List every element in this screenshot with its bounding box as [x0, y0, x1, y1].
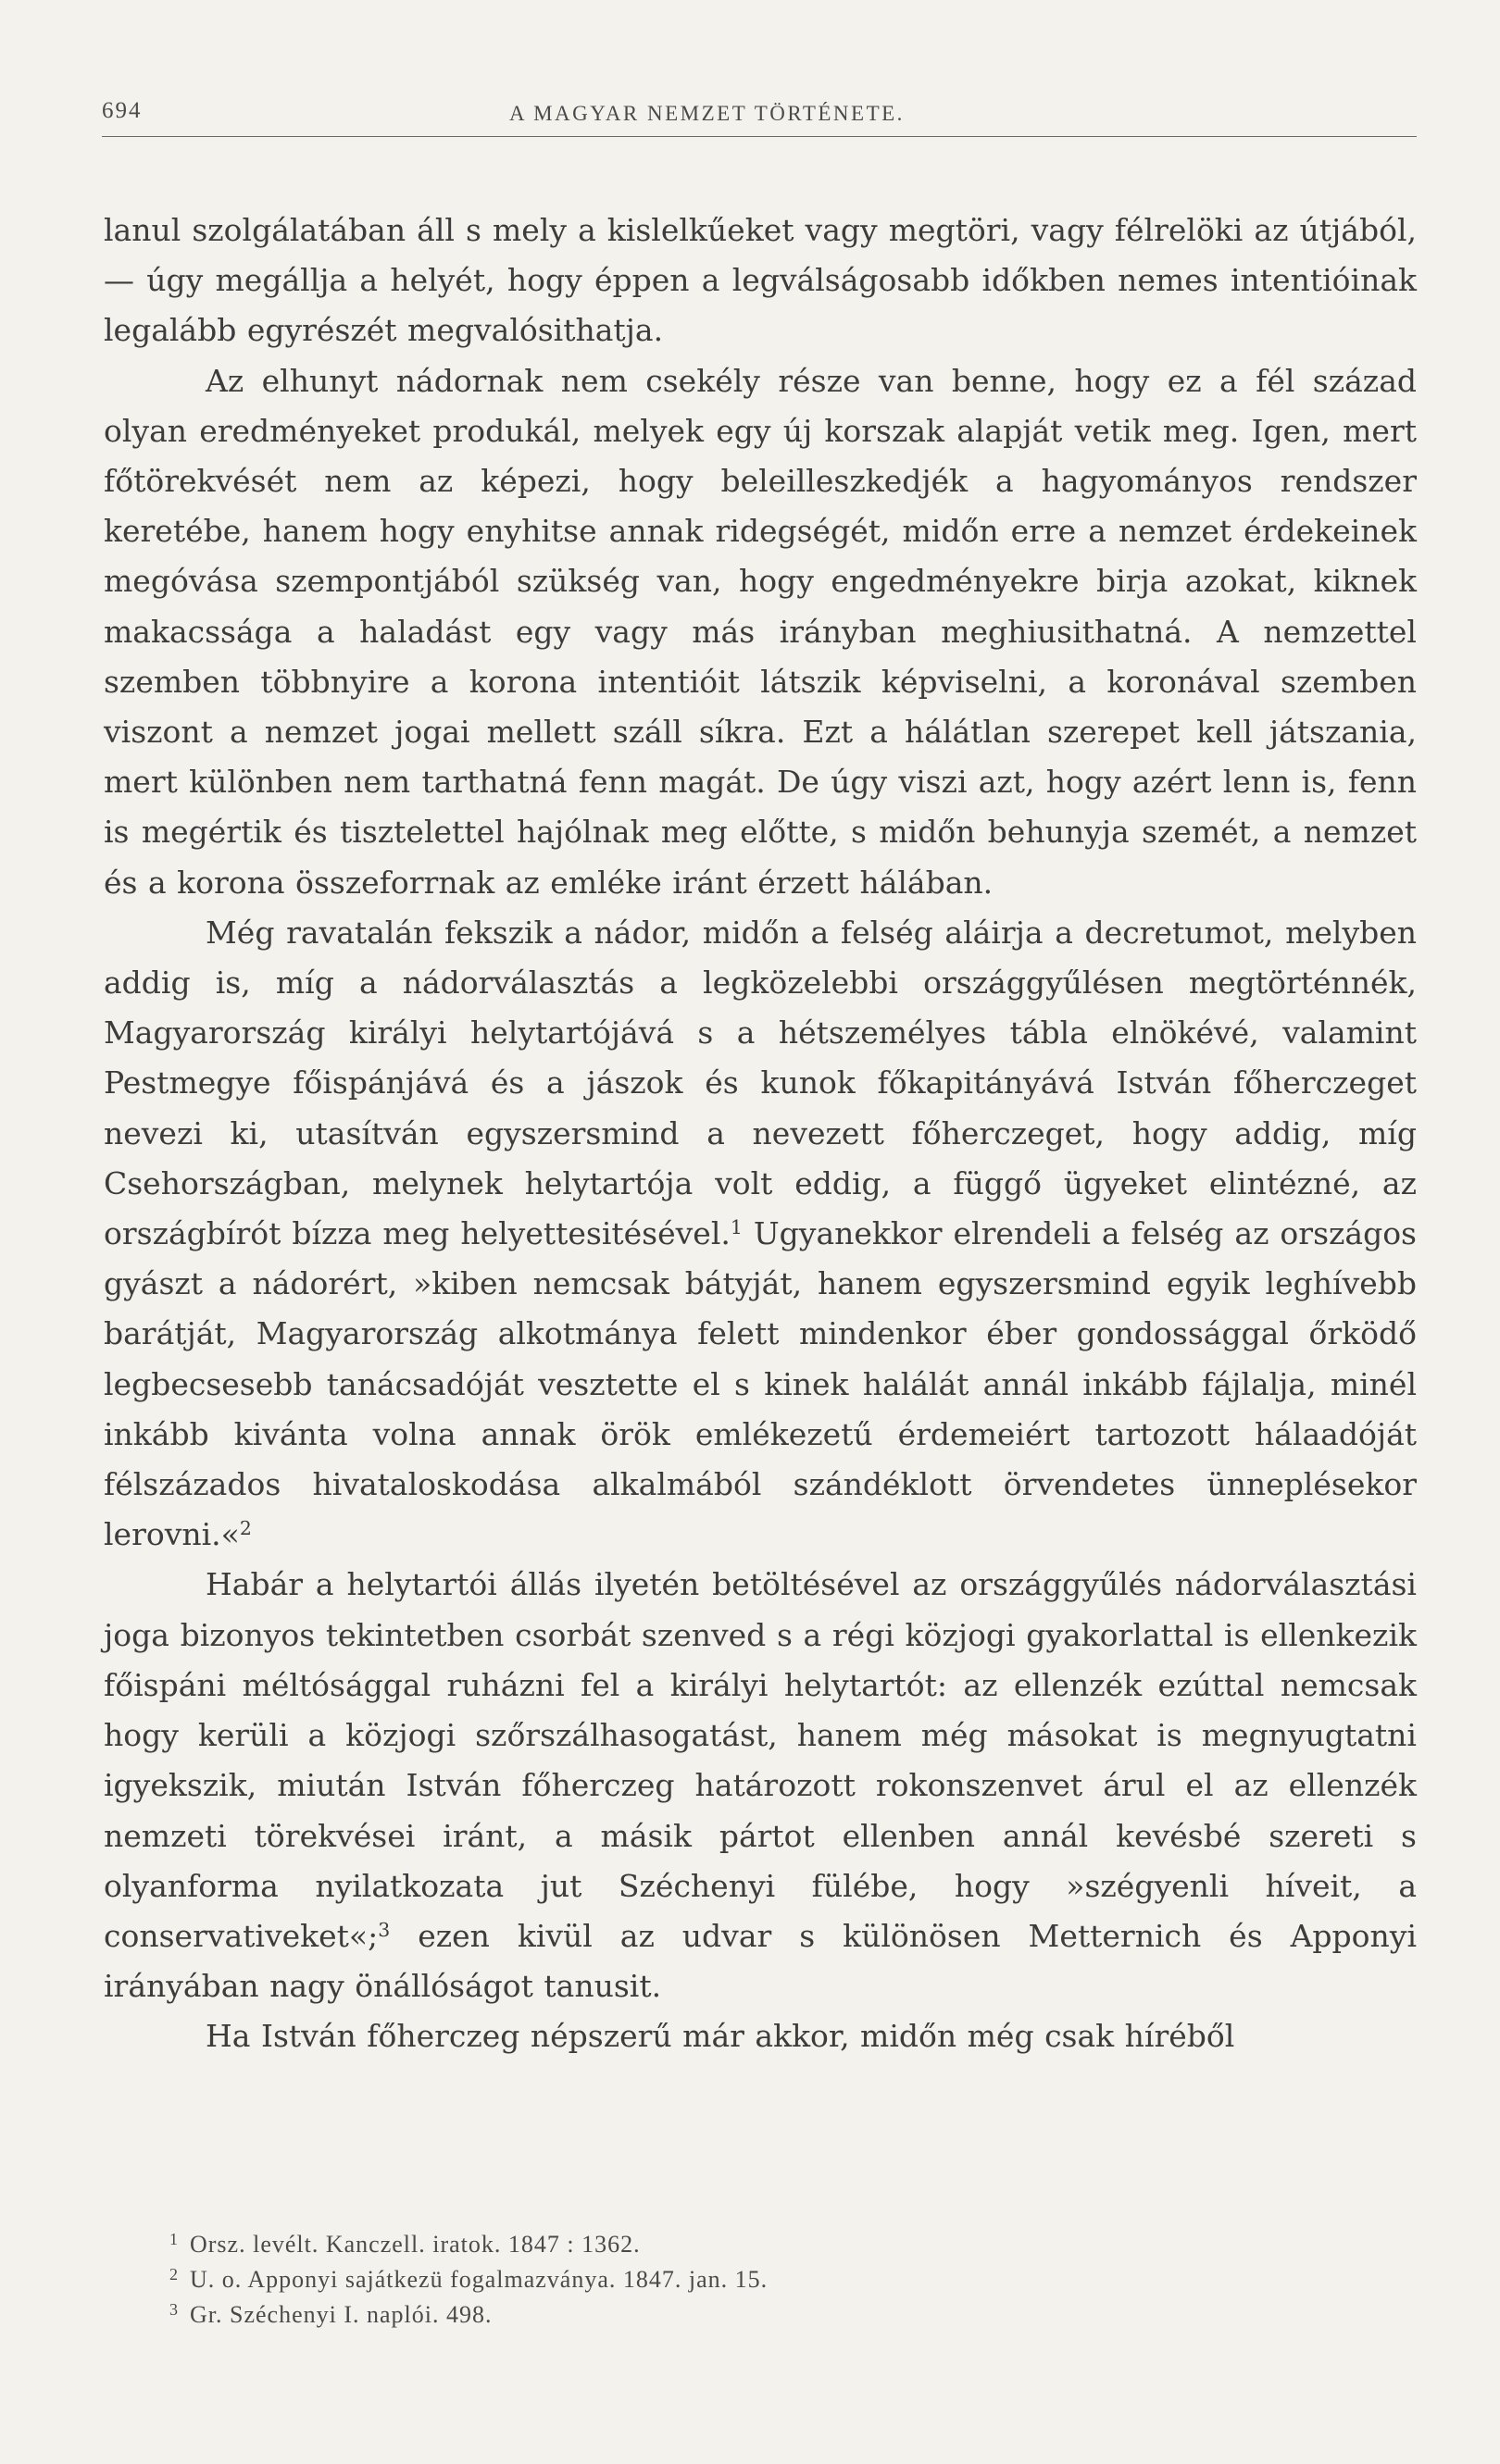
paragraph-1: lanul szolgálatában áll s mely a kislelkűeket vagy megtöri, vagy félrelöki az útjából, — úgy megállja a helyét, hogy éppen a legválságosabb időkben nemes intentióinak legalább egyrészét megvalósithatja. [104, 212, 1417, 349]
footnote-mark: 3 [169, 2300, 179, 2319]
footnote-ref-1: 1 [730, 1215, 743, 1238]
paragraph-3-text: Még ravatalán fekszik a nádor, midőn a felség aláirja a decretumot, melyben addig is, míg a nádorválasztás a legközelebbi országgyűlésen megtörténnék, Magyarország királyi helytartójává s a hétszemélyes tábla elnökévé, valamint Pestmegye főispánjává és a jászok és kunok főkapitányává István főherczeget nevezi ki, utasítván egyszersmind a nevezett főherczeget, hogy addig, míg Csehországban, melynek helytartója volt eddig, a függő ügyeket elintézné, az országbírót bízza meg helyettesitésével. [104, 914, 1417, 1252]
footnote-text: U. o. Apponyi sajátkezü fogalmazványa. 1847. jan. 15. [190, 2266, 769, 2293]
footnote-text: Gr. Széchenyi I. naplói. 498. [190, 2301, 493, 2328]
footnote-ref-3: 3 [378, 1918, 391, 1941]
header-rule [102, 136, 1417, 137]
body-text [104, 205, 1417, 2062]
paragraph-3-continued: Ugyanekkor elrendeli a felség az országos gyászt a nádorért, »kiben nemcsak bátyját, hanem egyszersmind egyik leghívebb barátját, Magyarország alkotmánya felett mindenkor éber gondossággal őrködő legbecsesebb tanácsadóját vesztette el s kinek halálát annál inkább fájlalja, minél inkább kivánta volna annak örök emlékezetű érdemeiért tartozott hálaadóját félszázados hivataloskodása alkalmából szándéklott örvendetes ünneplésekor lerovni.« [104, 1215, 1417, 1553]
running-title: A MAGYAR NEMZET TÖRTÉNETE. [509, 102, 905, 125]
paragraph-4-text: Habár a helytartói állás ilyetén betöltésével az országgyűlés nádorválasztási joga bizonyos tekintetben csorbát szenved s a régi közjogi gyakorlattal is ellenkezik főispáni méltósággal ruházni fel a királyi helytartót: az ellenzék ezúttal nemcsak hogy kerüli a közjogi szőrszálhasogatást, hanem még másokat is megnyugtatni igyekszik, miután István főherczeg határozott rokonszenvet árul el az ellenzék nemzeti törekvései iránt, a másik pártot ellenben annál kevésbé szereti s olyanforma nyilatkozata jut Széchenyi fülébe, hogy »szégyenli híveit, a conservativeket«; [104, 1566, 1417, 1954]
footnote-text: Orsz. levélt. Kanczell. iratok. 1847 : 1362. [190, 2231, 641, 2258]
page-header [102, 96, 1417, 139]
footnotes [169, 2227, 1412, 2333]
paragraph-3 [104, 908, 1417, 1561]
footnote [169, 2262, 1412, 2297]
footnote [169, 2297, 1412, 2333]
footnote [169, 2227, 1412, 2262]
footnote-ref-2: 2 [239, 1517, 252, 1540]
paragraph-4-continued: ezen kivül az udvar s különösen Metternich és Apponyi irányában nagy önállóságot tanusit. [104, 1917, 1417, 2005]
page-number: 694 [102, 98, 143, 123]
paragraph-5: Ha István főherczeg népszerű már akkor, midőn még csak híréből [206, 2018, 1235, 2055]
footnote-mark: 1 [169, 2230, 179, 2248]
footnote-mark: 2 [169, 2265, 179, 2284]
paragraph-4 [104, 1560, 1417, 2011]
paragraph-2: Az elhunyt nádornak nem csekély része van benne, hogy ez a fél század olyan eredményeket produkál, melyek egy új korszak alapját vetik meg. Igen, mert főtörekvését nem az képezi, hogy beleilleszkedjék a hagyományos rendszer keretébe, hanem hogy enyhitse annak ridegségét, midőn erre a nemzet érdekeinek megóvása szempontjából szükség van, hogy engedményekre birja azokat, kiknek makacssága a haladást egy vagy más irányban meghiusithatná. A nemzettel szemben többnyire a korona intentióit látszik képviselni, a koronával szemben viszont a nemzet jogai mellett száll síkra. Ezt a hálátlan szerepet kell játszania, mert különben nem tarthatná fenn magát. De úgy viszi azt, hogy azért lenn is, fenn is megértik és tisztelettel hajólnak meg előtte, s midőn behunyja szemét, a nemzet és a korona összeforrnak az emléke iránt érzett hálában. [104, 362, 1417, 901]
